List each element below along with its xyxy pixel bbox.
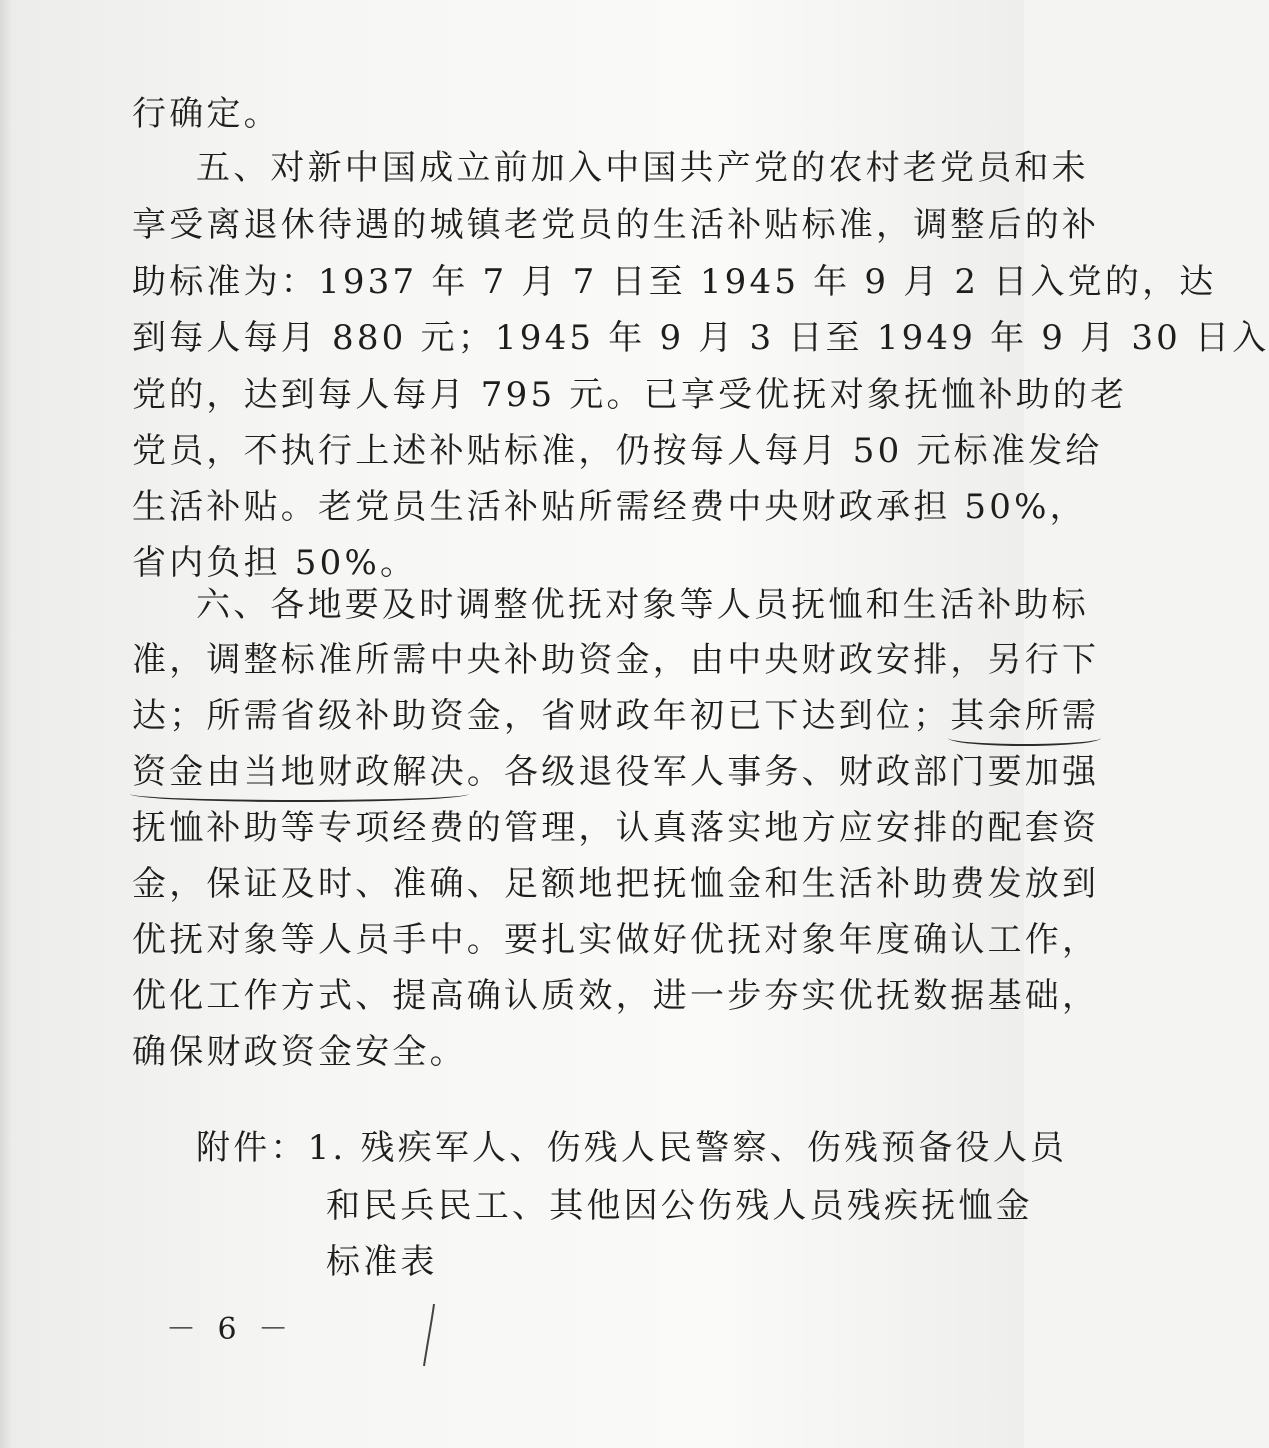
- scan-edge-shadow: [0, 0, 12, 1448]
- text-line: 确保财政资金安全。: [132, 1032, 467, 1072]
- attachment-line: 附件：1. 残疾军人、伤残人民警察、伤残预备役人员: [196, 1128, 1068, 1168]
- text-line: 到每人每月 880 元；1945 年 9 月 3 日至 1949 年 9 月 30 日入: [132, 318, 1269, 358]
- text-line: 准，调整标准所需中央补助资金，由中央财政安排，另行下: [132, 640, 1100, 680]
- text-line: 党的，达到每人每月 795 元。已享受优抚对象抚恤补助的老: [132, 375, 1128, 415]
- text-line: [132, 752, 1099, 792]
- text-line: 省内负担 50%。: [132, 543, 418, 583]
- text-line: [132, 696, 1099, 736]
- text-line: 金，保证及时、准确、足额地把抚恤金和生活补助费发放到: [132, 864, 1100, 904]
- page-number: － 6 －: [166, 1312, 295, 1347]
- text-line: 抚恤补助等专项经费的管理，认真落实地方应安排的配套资: [132, 808, 1100, 848]
- attachment-line: 标准表: [326, 1242, 438, 1282]
- text-line: 享受离退休待遇的城镇老党员的生活补贴标准，调整后的补: [132, 205, 1100, 245]
- attachment-line: 和民兵民工、其他因公伤残人员残疾抚恤金: [326, 1186, 1033, 1226]
- text-segment: 达；所需省级补助资金，省财政年初已下达到位；: [132, 696, 951, 736]
- text-line: 党员，不执行上述补贴标准，仍按每人每月 50 元标准发给: [132, 431, 1103, 471]
- pen-mark-icon: [420, 1300, 440, 1370]
- text-line: 行确定。: [132, 94, 281, 134]
- text-line: 优化工作方式、提高确认质效，进一步夯实优抚数据基础，: [132, 976, 1100, 1016]
- underlined-text: 其余所需: [950, 696, 1100, 736]
- paragraph-six-start: 六、各地要及时调整优抚对象等人员抚恤和生活补助标: [196, 585, 1089, 625]
- paragraph-five-start: 五、对新中国成立前加入中国共产党的农村老党员和未: [196, 148, 1089, 188]
- text-line: 生活补贴。老党员生活补贴所需经费中央财政承担 50%，: [132, 487, 1087, 527]
- underlined-text: 资金由当地财政解决: [132, 752, 467, 792]
- text-line: 优抚对象等人员手中。要扎实做好优抚对象年度确认工作，: [132, 920, 1100, 960]
- text-segment: 。各级退役军人事务、财政部门要加强: [466, 752, 1100, 792]
- text-line: 助标准为：1937 年 7 月 7 日至 1945 年 9 月 2 日入党的，达: [132, 262, 1217, 302]
